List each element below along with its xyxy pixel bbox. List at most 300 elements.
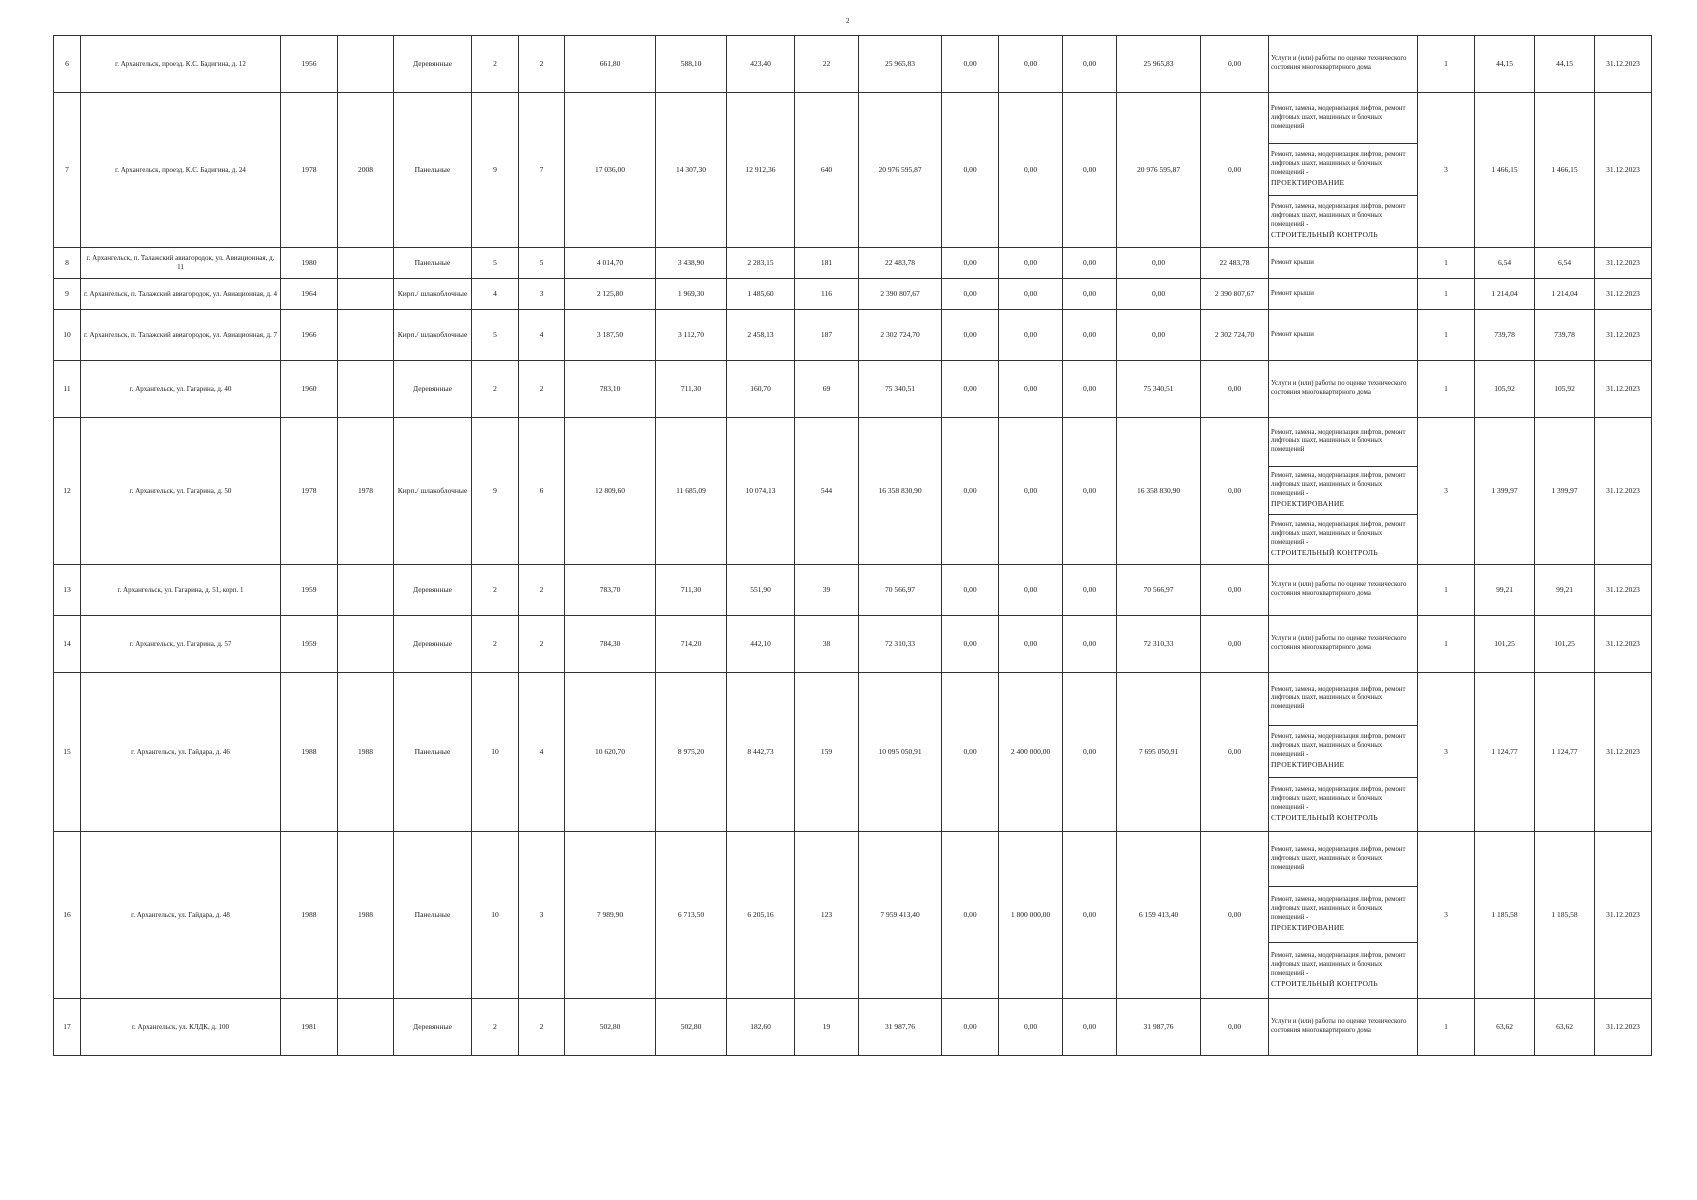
work-text: Услуги и (или) работы по оценке технического состояния многоквартирного дома (1271, 380, 1407, 396)
residents-count: 38 (795, 615, 859, 672)
unit-cost: 1 214,04 (1475, 278, 1535, 309)
work-item (1269, 515, 1417, 564)
work-count: 1 (1418, 247, 1475, 278)
area-premises: 8 975,20 (656, 672, 727, 831)
registry-table (53, 35, 1652, 1056)
work-count: 3 (1418, 417, 1475, 564)
fund-federal: 0,00 (942, 278, 999, 309)
wall-material: Кирп./ шлакоблочные (394, 417, 472, 564)
fund-municipal: 0,00 (1063, 360, 1117, 417)
unit-cost: 101,25 (1475, 615, 1535, 672)
fund-owners: 0,00 (1117, 247, 1201, 278)
fund-regional: 0,00 (999, 309, 1063, 360)
area-premises: 1 969,30 (656, 278, 727, 309)
fund-owners: 7 695 050,91 (1117, 672, 1201, 831)
year-built: 1960 (281, 360, 338, 417)
year-built: 1959 (281, 564, 338, 615)
row-number: 16 (54, 831, 81, 998)
works-cell (1269, 93, 1418, 248)
floors-count: 2 (472, 360, 519, 417)
year-built: 1966 (281, 309, 338, 360)
unit-cost: 105,92 (1475, 360, 1535, 417)
works-cell (1269, 36, 1418, 93)
residents-count: 22 (795, 36, 859, 93)
entrances-count: 4 (519, 309, 565, 360)
unit-cost: 739,78 (1475, 309, 1535, 360)
unit-cost: 1 124,77 (1475, 672, 1535, 831)
fund-regional: 0,00 (999, 93, 1063, 248)
row-number: 11 (54, 360, 81, 417)
entrances-count: 7 (519, 93, 565, 248)
work-stage: СТРОИТЕЛЬНЫЙ КОНТРОЛЬ (1271, 229, 1378, 239)
work-stage: СТРОИТЕЛЬНЫЙ КОНТРОЛЬ (1271, 547, 1378, 557)
fund-municipal: 0,00 (1063, 247, 1117, 278)
fund-regional: 0,00 (999, 615, 1063, 672)
table-row (54, 672, 1652, 831)
address-cell: г. Архангельск, ул. Гагарина, д. 57 (81, 615, 281, 672)
fund-regional: 0,00 (999, 36, 1063, 93)
year-reconstructed (338, 564, 394, 615)
work-text: Ремонт, замена, модернизация лифтов, ремонт лифтовых шахт, машинных и блочных помещений - (1271, 151, 1406, 176)
limit-cost: 99,21 (1535, 564, 1595, 615)
fund-municipal: 0,00 (1063, 93, 1117, 248)
limit-cost: 1 466,15 (1535, 93, 1595, 248)
limit-cost: 1 185,58 (1535, 831, 1595, 998)
area-premises: 11 685,09 (656, 417, 727, 564)
table-row (54, 93, 1652, 248)
area-total: 2 125,80 (565, 278, 656, 309)
table-row (54, 564, 1652, 615)
deadline: 31.12.2023 (1595, 36, 1652, 93)
deadline: 31.12.2023 (1595, 998, 1652, 1055)
work-text: Ремонт, замена, модернизация лифтов, ремонт лифтовых шахт, машинных и блочных помещений (1271, 104, 1406, 130)
cost-total: 75 340,51 (859, 360, 942, 417)
wall-material: Панельные (394, 831, 472, 998)
table-row (54, 615, 1652, 672)
works-cell (1269, 564, 1418, 615)
fund-owners: 75 340,51 (1117, 360, 1201, 417)
area-living: 182,60 (727, 998, 795, 1055)
entrances-count: 2 (519, 998, 565, 1055)
cost-total: 10 095 050,91 (859, 672, 942, 831)
work-count: 3 (1418, 93, 1475, 248)
entrances-count: 2 (519, 564, 565, 615)
cost-total: 16 358 830,90 (859, 417, 942, 564)
work-stage: ПРОЕКТИРОВАНИЕ (1271, 759, 1345, 769)
fund-municipal: 0,00 (1063, 998, 1117, 1055)
floors-count: 2 (472, 36, 519, 93)
unit-cost: 1 399,97 (1475, 417, 1535, 564)
area-total: 10 620,70 (565, 672, 656, 831)
address-cell: г. Архангельск, ул. КЛДК, д. 100 (81, 998, 281, 1055)
fund-regional: 1 800 000,00 (999, 831, 1063, 998)
residents-count: 544 (795, 417, 859, 564)
work-item (1269, 943, 1417, 998)
year-built: 1981 (281, 998, 338, 1055)
row-number: 14 (54, 615, 81, 672)
floors-count: 4 (472, 278, 519, 309)
works-cell (1269, 278, 1418, 309)
wall-material: Панельные (394, 672, 472, 831)
floors-count: 2 (472, 615, 519, 672)
limit-cost: 105,92 (1535, 360, 1595, 417)
fund-regional: 0,00 (999, 998, 1063, 1055)
fund-municipal: 0,00 (1063, 615, 1117, 672)
work-item (1269, 887, 1417, 942)
wall-material: Панельные (394, 247, 472, 278)
floors-count: 10 (472, 831, 519, 998)
work-stage: ПРОЕКТИРОВАНИЕ (1271, 922, 1345, 932)
residents-count: 69 (795, 360, 859, 417)
address-cell: г. Архангельск, ул. Гагарина, д. 50 (81, 417, 281, 564)
deadline: 31.12.2023 (1595, 615, 1652, 672)
floors-count: 5 (472, 247, 519, 278)
area-living: 2 283,15 (727, 247, 795, 278)
fund-owners: 31 987,76 (1117, 998, 1201, 1055)
fund-federal: 0,00 (942, 309, 999, 360)
year-built: 1964 (281, 278, 338, 309)
fund-federal: 0,00 (942, 831, 999, 998)
fund-owners: 0,00 (1117, 278, 1201, 309)
fund-municipal: 0,00 (1063, 564, 1117, 615)
deadline: 31.12.2023 (1595, 93, 1652, 248)
table-row (54, 247, 1652, 278)
limit-cost: 1 124,77 (1535, 672, 1595, 831)
fund-other: 0,00 (1201, 93, 1269, 248)
wall-material: Кирп./ шлакоблочные (394, 309, 472, 360)
area-total: 784,30 (565, 615, 656, 672)
fund-federal: 0,00 (942, 360, 999, 417)
work-text: Ремонт, замена, модернизация лифтов, ремонт лифтовых шахт, машинных и блочных помещений - (1271, 896, 1406, 921)
entrances-count: 3 (519, 278, 565, 309)
residents-count: 19 (795, 998, 859, 1055)
work-count: 1 (1418, 309, 1475, 360)
area-total: 7 989,90 (565, 831, 656, 998)
fund-other: 2 390 807,67 (1201, 278, 1269, 309)
wall-material: Деревянные (394, 998, 472, 1055)
year-reconstructed: 1988 (338, 831, 394, 998)
work-text: Ремонт, замена, модернизация лифтов, ремонт лифтовых шахт, машинных и блочных помещений (1271, 685, 1406, 711)
work-item (1269, 778, 1417, 831)
area-living: 551,90 (727, 564, 795, 615)
fund-owners: 0,00 (1117, 309, 1201, 360)
cost-total: 2 302 724,70 (859, 309, 942, 360)
work-item (1269, 93, 1417, 144)
address-cell: г. Архангельск, п. Талажский авиагородок, ул. Авиационная, д. 4 (81, 278, 281, 309)
entrances-count: 2 (519, 615, 565, 672)
cost-total: 70 566,97 (859, 564, 942, 615)
residents-count: 181 (795, 247, 859, 278)
works-cell (1269, 615, 1418, 672)
residents-count: 159 (795, 672, 859, 831)
area-living: 6 205,16 (727, 831, 795, 998)
deadline: 31.12.2023 (1595, 247, 1652, 278)
row-number: 9 (54, 278, 81, 309)
work-stage: ПРОЕКТИРОВАНИЕ (1271, 177, 1345, 187)
limit-cost: 1 214,04 (1535, 278, 1595, 309)
year-reconstructed (338, 615, 394, 672)
floors-count: 9 (472, 417, 519, 564)
works-cell (1269, 417, 1418, 564)
work-text: Ремонт, замена, модернизация лифтов, ремонт лифтовых шахт, машинных и блочных помещений (1271, 845, 1406, 871)
unit-cost: 1 185,58 (1475, 831, 1535, 998)
limit-cost: 44,15 (1535, 36, 1595, 93)
residents-count: 39 (795, 564, 859, 615)
year-reconstructed: 2008 (338, 93, 394, 248)
area-living: 423,40 (727, 36, 795, 93)
deadline: 31.12.2023 (1595, 564, 1652, 615)
work-text: Ремонт, замена, модернизация лифтов, ремонт лифтовых шахт, машинных и блочных помещений - (1271, 733, 1406, 758)
fund-regional: 0,00 (999, 564, 1063, 615)
entrances-count: 2 (519, 36, 565, 93)
work-text: Ремонт, замена, модернизация лифтов, ремонт лифтовых шахт, машинных и блочных помещений (1271, 428, 1406, 454)
fund-federal: 0,00 (942, 417, 999, 564)
address-cell: г. Архангельск, проезд. К.С. Бадигина, д. 12 (81, 36, 281, 93)
table-row (54, 360, 1652, 417)
work-text: Услуги и (или) работы по оценке технического состояния многоквартирного дома (1271, 1018, 1407, 1034)
residents-count: 640 (795, 93, 859, 248)
fund-other: 0,00 (1201, 417, 1269, 564)
fund-other: 2 302 724,70 (1201, 309, 1269, 360)
table-row (54, 417, 1652, 564)
work-text: Ремонт крыши (1271, 330, 1314, 338)
area-premises: 711,30 (656, 360, 727, 417)
entrances-count: 4 (519, 672, 565, 831)
area-premises: 714,20 (656, 615, 727, 672)
fund-federal: 0,00 (942, 615, 999, 672)
cost-total: 31 987,76 (859, 998, 942, 1055)
area-total: 17 036,00 (565, 93, 656, 248)
limit-cost: 739,78 (1535, 309, 1595, 360)
fund-owners: 25 965,83 (1117, 36, 1201, 93)
fund-other: 0,00 (1201, 36, 1269, 93)
entrances-count: 2 (519, 360, 565, 417)
wall-material: Деревянные (394, 615, 472, 672)
year-built: 1980 (281, 247, 338, 278)
floors-count: 5 (472, 309, 519, 360)
work-count: 3 (1418, 831, 1475, 998)
cost-total: 20 976 595,87 (859, 93, 942, 248)
deadline: 31.12.2023 (1595, 672, 1652, 831)
fund-municipal: 0,00 (1063, 36, 1117, 93)
fund-municipal: 0,00 (1063, 417, 1117, 564)
fund-federal: 0,00 (942, 672, 999, 831)
cost-total: 2 390 807,67 (859, 278, 942, 309)
fund-other: 0,00 (1201, 564, 1269, 615)
area-total: 4 014,70 (565, 247, 656, 278)
area-total: 783,10 (565, 360, 656, 417)
fund-federal: 0,00 (942, 247, 999, 278)
work-item (1269, 999, 1417, 1055)
address-cell: г. Архангельск, п. Талажский авиагородок, ул. Авиационная, д. 7 (81, 309, 281, 360)
fund-regional: 0,00 (999, 360, 1063, 417)
unit-cost: 63,62 (1475, 998, 1535, 1055)
work-item (1269, 196, 1417, 247)
fund-federal: 0,00 (942, 998, 999, 1055)
table-row (54, 309, 1652, 360)
area-living: 10 074,13 (727, 417, 795, 564)
table-row (54, 998, 1652, 1055)
floors-count: 9 (472, 93, 519, 248)
limit-cost: 63,62 (1535, 998, 1595, 1055)
year-reconstructed (338, 247, 394, 278)
row-number: 12 (54, 417, 81, 564)
table-row (54, 278, 1652, 309)
floors-count: 2 (472, 998, 519, 1055)
work-count: 1 (1418, 36, 1475, 93)
cost-total: 7 959 413,40 (859, 831, 942, 998)
works-cell (1269, 309, 1418, 360)
row-number: 10 (54, 309, 81, 360)
work-text: Ремонт, замена, модернизация лифтов, ремонт лифтовых шахт, машинных и блочных помещений - (1271, 203, 1406, 228)
table-row (54, 831, 1652, 998)
fund-other: 0,00 (1201, 360, 1269, 417)
work-item (1269, 832, 1417, 887)
year-built: 1978 (281, 417, 338, 564)
area-premises: 588,10 (656, 36, 727, 93)
fund-other: 0,00 (1201, 672, 1269, 831)
work-count: 1 (1418, 998, 1475, 1055)
fund-owners: 20 976 595,87 (1117, 93, 1201, 248)
limit-cost: 1 399,97 (1535, 417, 1595, 564)
year-reconstructed (338, 998, 394, 1055)
work-count: 1 (1418, 564, 1475, 615)
limit-cost: 6,54 (1535, 247, 1595, 278)
cost-total: 72 310,33 (859, 615, 942, 672)
address-cell: г. Архангельск, проезд. К.С. Бадигина, д. 24 (81, 93, 281, 248)
work-item (1269, 144, 1417, 195)
year-built: 1988 (281, 831, 338, 998)
fund-federal: 0,00 (942, 36, 999, 93)
work-stage: ПРОЕКТИРОВАНИЕ (1271, 498, 1345, 508)
area-total: 3 187,50 (565, 309, 656, 360)
fund-municipal: 0,00 (1063, 672, 1117, 831)
residents-count: 116 (795, 278, 859, 309)
area-living: 442,10 (727, 615, 795, 672)
fund-municipal: 0,00 (1063, 278, 1117, 309)
floors-count: 10 (472, 672, 519, 831)
address-cell: г. Архангельск, ул. Гайдара, д. 46 (81, 672, 281, 831)
row-number: 6 (54, 36, 81, 93)
work-item (1269, 310, 1417, 360)
area-total: 783,70 (565, 564, 656, 615)
entrances-count: 3 (519, 831, 565, 998)
wall-material: Панельные (394, 93, 472, 248)
residents-count: 187 (795, 309, 859, 360)
row-number: 7 (54, 93, 81, 248)
address-cell: г. Архангельск, п. Талажский авиагородок, ул. Авиационная, д. 11 (81, 247, 281, 278)
works-cell (1269, 247, 1418, 278)
fund-regional: 0,00 (999, 417, 1063, 564)
work-item (1269, 616, 1417, 672)
fund-other: 0,00 (1201, 998, 1269, 1055)
fund-regional: 2 400 000,00 (999, 672, 1063, 831)
area-total: 12 809,60 (565, 417, 656, 564)
year-reconstructed (338, 278, 394, 309)
residents-count: 123 (795, 831, 859, 998)
work-text: Ремонт, замена, модернизация лифтов, ремонт лифтовых шахт, машинных и блочных помещений - (1271, 952, 1406, 977)
area-living: 12 912,36 (727, 93, 795, 248)
wall-material: Деревянные (394, 564, 472, 615)
area-premises: 14 307,30 (656, 93, 727, 248)
area-living: 160,70 (727, 360, 795, 417)
year-reconstructed (338, 36, 394, 93)
work-text: Услуги и (или) работы по оценке технического состояния многоквартирного дома (1271, 581, 1407, 597)
work-text: Услуги и (или) работы по оценке технического состояния многоквартирного дома (1271, 55, 1407, 71)
fund-municipal: 0,00 (1063, 831, 1117, 998)
address-cell: г. Архангельск, ул. Гагарина, д. 51, корп. 1 (81, 564, 281, 615)
area-living: 2 458,13 (727, 309, 795, 360)
work-count: 1 (1418, 278, 1475, 309)
cost-total: 25 965,83 (859, 36, 942, 93)
unit-cost: 44,15 (1475, 36, 1535, 93)
fund-owners: 70 566,97 (1117, 564, 1201, 615)
deadline: 31.12.2023 (1595, 360, 1652, 417)
year-built: 1959 (281, 615, 338, 672)
fund-municipal: 0,00 (1063, 309, 1117, 360)
work-count: 1 (1418, 360, 1475, 417)
deadline: 31.12.2023 (1595, 278, 1652, 309)
fund-regional: 0,00 (999, 247, 1063, 278)
row-number: 17 (54, 998, 81, 1055)
row-number: 13 (54, 564, 81, 615)
year-reconstructed (338, 309, 394, 360)
area-premises: 6 713,50 (656, 831, 727, 998)
work-item (1269, 418, 1417, 467)
fund-owners: 16 358 830,90 (1117, 417, 1201, 564)
address-cell: г. Архангельск, ул. Гагарина, д. 40 (81, 360, 281, 417)
fund-other: 22 483,78 (1201, 247, 1269, 278)
unit-cost: 99,21 (1475, 564, 1535, 615)
year-reconstructed (338, 360, 394, 417)
fund-federal: 0,00 (942, 564, 999, 615)
row-number: 15 (54, 672, 81, 831)
work-item (1269, 467, 1417, 516)
area-living: 8 442,73 (727, 672, 795, 831)
entrances-count: 6 (519, 417, 565, 564)
works-cell (1269, 831, 1418, 998)
year-built: 1988 (281, 672, 338, 831)
work-item (1269, 279, 1417, 309)
page-number: 2 (846, 17, 850, 25)
work-item (1269, 36, 1417, 92)
area-total: 661,80 (565, 36, 656, 93)
works-cell (1269, 998, 1418, 1055)
unit-cost: 6,54 (1475, 247, 1535, 278)
fund-owners: 72 310,33 (1117, 615, 1201, 672)
entrances-count: 5 (519, 247, 565, 278)
cost-total: 22 483,78 (859, 247, 942, 278)
registry-body (54, 36, 1652, 1056)
wall-material: Кирп./ шлакоблочные (394, 278, 472, 309)
limit-cost: 101,25 (1535, 615, 1595, 672)
fund-other: 0,00 (1201, 615, 1269, 672)
year-reconstructed: 1978 (338, 417, 394, 564)
work-count: 3 (1418, 672, 1475, 831)
fund-regional: 0,00 (999, 278, 1063, 309)
year-built: 1978 (281, 93, 338, 248)
work-count: 1 (1418, 615, 1475, 672)
work-item (1269, 726, 1417, 779)
work-stage: СТРОИТЕЛЬНЫЙ КОНТРОЛЬ (1271, 978, 1378, 988)
work-item (1269, 248, 1417, 278)
work-text: Ремонт крыши (1271, 289, 1314, 297)
year-reconstructed: 1988 (338, 672, 394, 831)
fund-owners: 6 159 413,40 (1117, 831, 1201, 998)
area-premises: 711,30 (656, 564, 727, 615)
work-item (1269, 361, 1417, 417)
deadline: 31.12.2023 (1595, 309, 1652, 360)
